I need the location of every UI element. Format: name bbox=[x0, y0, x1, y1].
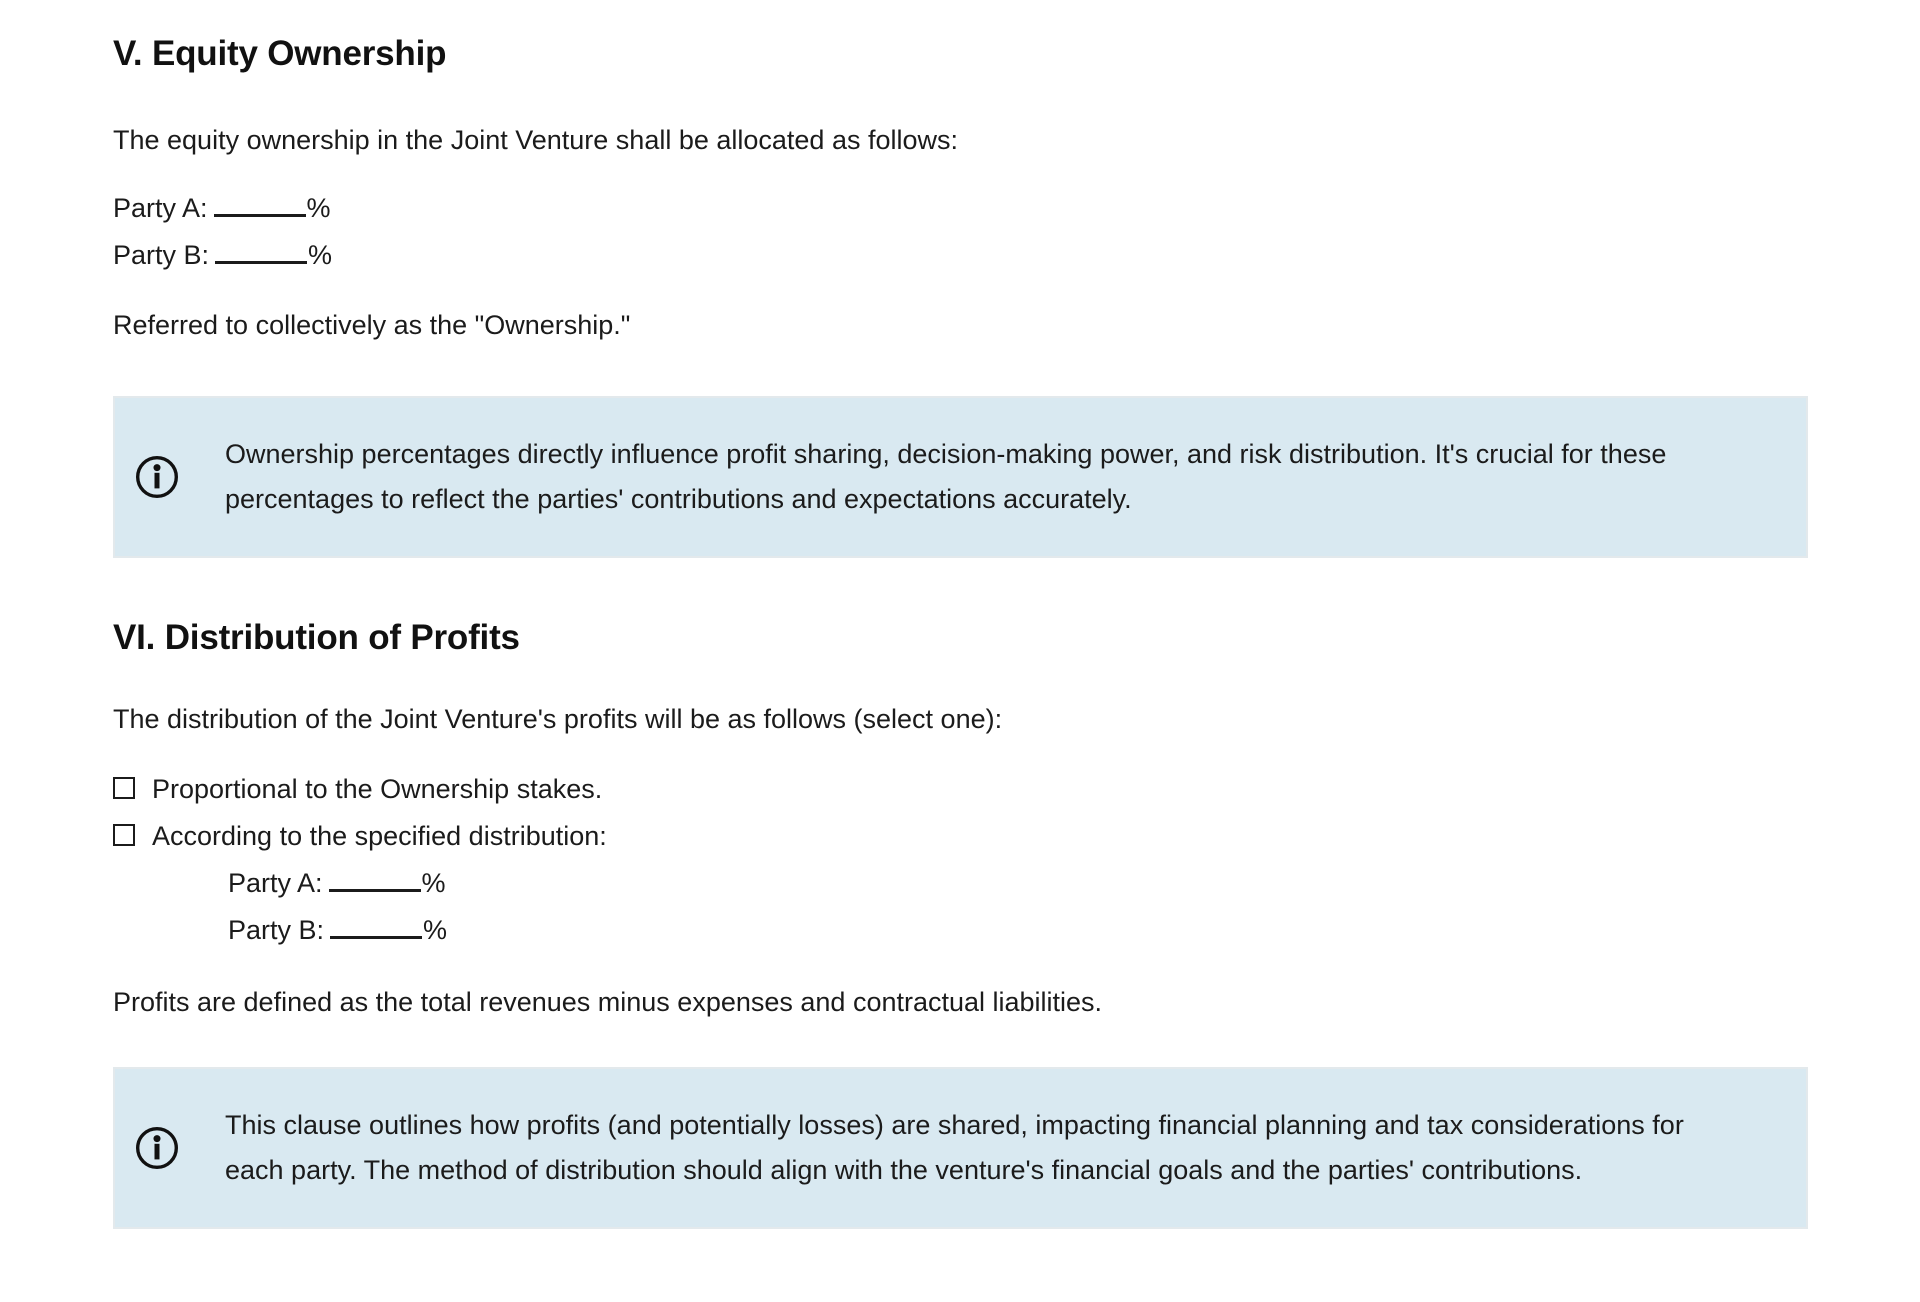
section-vi-intro: The distribution of the Joint Venture's profits will be as follows (select one): bbox=[113, 704, 1003, 734]
section-v-info-text: Ownership percentages directly influence profit sharing, decision-making power, and risk distribution. It's crucial for these percentages to reflect the parties' contributions and expectations accurately. bbox=[225, 439, 1667, 514]
section-v-party-allocation bbox=[113, 185, 1808, 279]
specified-party-b-blank[interactable] bbox=[330, 914, 422, 939]
section-vi-heading: VI. Distribution of Profits bbox=[113, 618, 520, 657]
specified-party-a-blank[interactable] bbox=[329, 867, 421, 892]
option-specified-row[interactable] bbox=[113, 813, 1808, 860]
section-v-info-callout bbox=[113, 396, 1808, 558]
party-a-label: Party A: bbox=[113, 193, 208, 223]
percent-sign: % bbox=[421, 868, 446, 898]
section-vi-info-text: This clause outlines how profits (and potentially losses) are shared, impacting financial planning and tax considerations for each party. The method of distribution should align with the venture's financial goals and the parties' contributions. bbox=[225, 1110, 1684, 1185]
specified-party-a-line bbox=[228, 860, 1808, 907]
party-a-line bbox=[113, 185, 1808, 232]
party-b-label: Party B: bbox=[228, 915, 325, 945]
percent-sign: % bbox=[423, 915, 448, 945]
option-proportional-label: Proportional to the Ownership stakes. bbox=[152, 774, 603, 804]
specified-party-b-line bbox=[228, 907, 1808, 954]
percent-sign: % bbox=[308, 240, 333, 270]
info-icon bbox=[134, 1125, 180, 1171]
party-b-line bbox=[113, 232, 1808, 279]
percent-sign: % bbox=[306, 193, 331, 223]
section-vi-info-callout bbox=[113, 1067, 1808, 1229]
section-v-heading: V. Equity Ownership bbox=[113, 34, 447, 73]
party-a-label: Party A: bbox=[228, 868, 323, 898]
profits-definition: Profits are defined as the total revenues minus expenses and contractual liabilities. bbox=[113, 987, 1103, 1017]
option-specified-label: According to the specified distribution: bbox=[152, 821, 607, 851]
party-a-percentage-blank[interactable] bbox=[214, 192, 306, 217]
section-vi-options bbox=[113, 766, 1808, 954]
proportional-checkbox[interactable] bbox=[113, 777, 135, 799]
option-proportional-row[interactable] bbox=[113, 766, 1808, 813]
specified-distribution-checkbox[interactable] bbox=[113, 824, 135, 846]
section-v-intro: The equity ownership in the Joint Venture shall be allocated as follows: bbox=[113, 125, 959, 155]
party-b-percentage-blank[interactable] bbox=[215, 239, 307, 264]
info-icon bbox=[134, 454, 180, 500]
party-b-label: Party B: bbox=[113, 240, 210, 270]
section-v-collective-note: Referred to collectively as the "Ownership." bbox=[113, 310, 631, 340]
